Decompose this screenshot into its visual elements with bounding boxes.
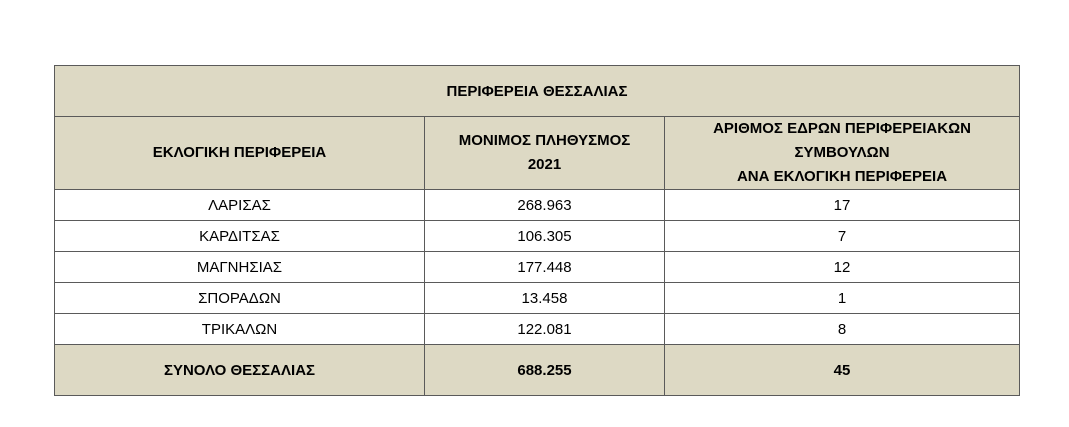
population-cell: 177.448 <box>425 252 665 283</box>
column-header-population: ΜΟΝΙΜΟΣ ΠΛΗΘΥΣΜΟΣ 2021 <box>425 117 665 190</box>
region-name-cell: ΤΡΙΚΑΛΩΝ <box>55 314 425 345</box>
table-row <box>55 283 1020 314</box>
table-title: ΠΕΡΙΦΕΡΕΙΑ ΘΕΣΣΑΛΙΑΣ <box>55 66 1020 117</box>
population-cell: 122.081 <box>425 314 665 345</box>
table-row <box>55 221 1020 252</box>
column-header-electoral-region: ΕΚΛΟΓΙΚΗ ΠΕΡΙΦΕΡΕΙΑ <box>55 117 425 190</box>
region-name-cell: ΛΑΡΙΣΑΣ <box>55 190 425 221</box>
total-label-cell: ΣΥΝΟΛΟ ΘΕΣΣΑΛΙΑΣ <box>55 345 425 396</box>
thessaly-region-table <box>54 65 1020 396</box>
table-row <box>55 314 1020 345</box>
region-name-cell: ΣΠΟΡΑΔΩΝ <box>55 283 425 314</box>
seats-cell: 1 <box>665 283 1020 314</box>
seats-cell: 12 <box>665 252 1020 283</box>
population-cell: 268.963 <box>425 190 665 221</box>
region-name-cell: ΜΑΓΝΗΣΙΑΣ <box>55 252 425 283</box>
table-row <box>55 190 1020 221</box>
table-header-row <box>55 117 1020 190</box>
total-seats-cell: 45 <box>665 345 1020 396</box>
table-row <box>55 252 1020 283</box>
seats-cell: 7 <box>665 221 1020 252</box>
population-cell: 13.458 <box>425 283 665 314</box>
column-header-seats: ΑΡΙΘΜΟΣ ΕΔΡΩΝ ΠΕΡΙΦΕΡΕΙΑΚΩΝ ΣΥΜΒΟΥΛΩΝ ΑΝΑ ΕΚΛΟΓΙΚΗ ΠΕΡΙΦΕΡΕΙΑ <box>665 117 1020 190</box>
population-cell: 106.305 <box>425 221 665 252</box>
region-name-cell: ΚΑΡΔΙΤΣΑΣ <box>55 221 425 252</box>
table-title-row <box>55 66 1020 117</box>
seats-cell: 17 <box>665 190 1020 221</box>
table-total-row <box>55 345 1020 396</box>
seats-cell: 8 <box>665 314 1020 345</box>
total-population-cell: 688.255 <box>425 345 665 396</box>
